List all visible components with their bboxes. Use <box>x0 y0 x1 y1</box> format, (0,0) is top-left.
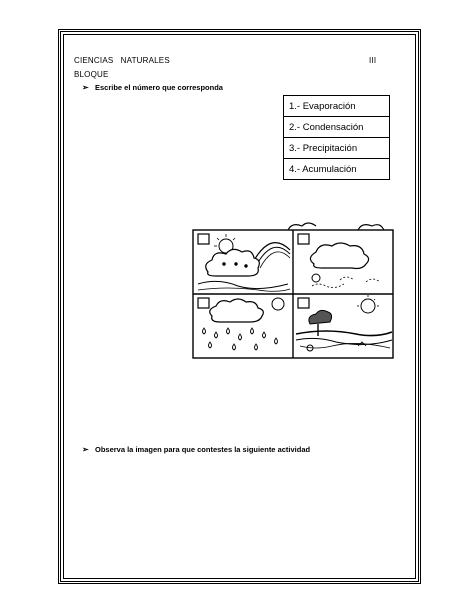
water-cycle-illustration <box>190 220 397 360</box>
stage-condensation: 2.- Condensación <box>284 117 390 138</box>
block-label: BLOQUE <box>74 70 109 79</box>
instruction-observe-image <box>82 445 310 454</box>
instruction-write-number <box>82 83 223 92</box>
subject-title: CIENCIAS NATURALES <box>74 56 170 65</box>
arrow-bullet-icon: ➢ <box>82 445 89 454</box>
stage-accumulation: 4.- Acumulación <box>284 159 390 180</box>
stage-precipitation: 3.- Precipitación <box>284 138 390 159</box>
panel-sun-rainbow <box>198 234 290 291</box>
instruction-text: Observa la imagen para que contestes la siguiente actividad <box>95 445 311 454</box>
instruction-text: Escribe el número que corresponda <box>95 83 223 92</box>
panel-accumulation <box>296 295 392 351</box>
water-cycle-stages-table <box>283 95 390 180</box>
block-number: III <box>369 56 377 65</box>
arrow-bullet-icon: ➢ <box>82 83 89 92</box>
panel-precipitation <box>198 298 284 350</box>
panel-evaporation <box>288 223 384 288</box>
stage-evaporation: 1.- Evaporación <box>284 96 390 117</box>
